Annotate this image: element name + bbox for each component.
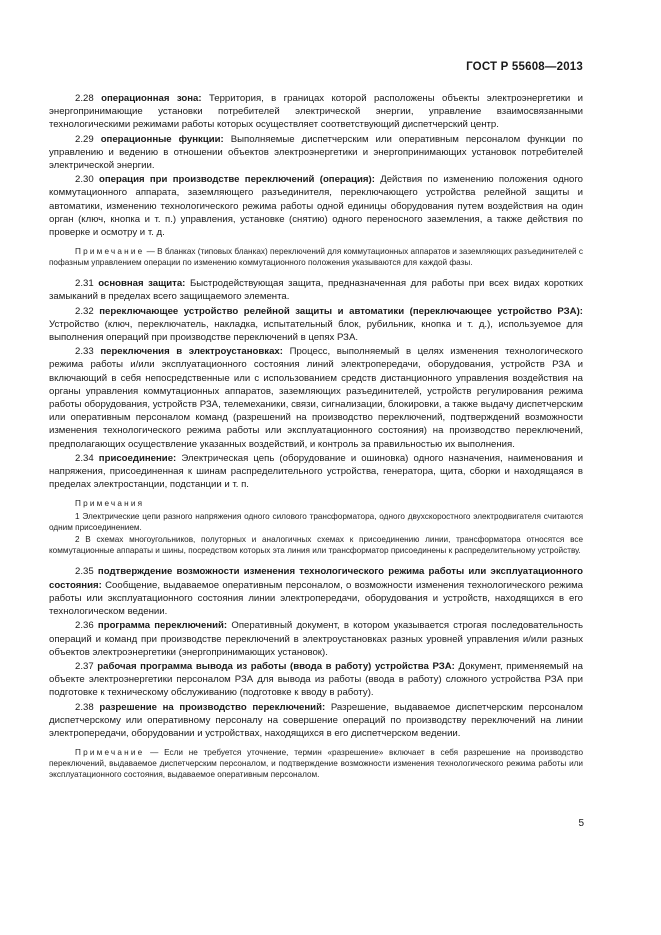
clause-text: Документ, применяемый на объекте электроэнергетики персоналом РЗА для вывода из работы (ввода в работу) сложного устройства РЗА при подготовке к техническому обслуживанию (подготовке к вводу в работу). xyxy=(49,660,583,699)
clause-2-31 xyxy=(49,277,583,303)
note-2-38 xyxy=(49,747,583,780)
clause-2-35 xyxy=(49,565,583,618)
clause-text: Устройство (ключ, переключатель, накладка, испытательный блок, рубильник, кнопка и т. д.), используемое для выполнения операций при производстве переключений в цепях РЗА. xyxy=(49,318,583,344)
clause-number: 2.32 xyxy=(75,305,94,317)
clause-number: 2.38 xyxy=(75,701,94,713)
note-text: — Если не требуется уточнение, термин «разрешение» включает в себя разрешение на производство переключений, выдаваемое диспетчерским персоналом, и подтверждение возможности изменения технологического режима работы или эксплуатационного состояния, выдаваемое оперативным персоналом. xyxy=(49,748,583,780)
clause-term: разрешение на производство переключений: xyxy=(99,701,326,713)
clause-term: присоединение: xyxy=(98,452,177,464)
clause-text: Разрешение, выдаваемое диспетчерским персоналом диспетчерскому или оперативному персоналу на совершение операций по производству переключений на линии электропередачи, оборудовании и устройствах, находящихся в его диспетчерском ведении. xyxy=(49,701,583,739)
clause-2-33 xyxy=(49,345,583,451)
clause-term: операционная зона: xyxy=(101,93,202,104)
clause-number: 2.31 xyxy=(75,278,94,290)
clause-text: Оперативный документ, в котором указывается строгая последовательность операций и команд при производстве переключений в электроустановках разных уровней управления и/или разных объектов электроэнергетики (энергопринимающих установок). xyxy=(49,620,583,658)
clause-term: операционные функции: xyxy=(100,133,224,145)
clause-term: рабочая программа вывода из работы (ввода в работу) устройства РЗА: xyxy=(97,660,455,672)
clause-2-28 xyxy=(49,92,583,132)
clause-text: Процесс, выполняемый в целях изменения технологического режима работы и/или эксплуатационного состояния линий электропередачи, оборудования, устройств РЗА и включающий в себя непосредственные или с использованием средств дистанционного управления воздействия на органы управления коммутационных аппаратов, заземляющих разъединителей, устройств регулирования режима работы оборудования, устройств РЗА, телемеханики, связи, сигнализации, блокировки, а также выдачу диспетчерским или оперативным персоналом команд (разрешений на производство переключений, подтверждений возможности изменения технологического режима работы или эксплуатационного состояния) на производство переключений, предполагающих осуществление указанных воздействий, и контроль за правильностью их выполнения. xyxy=(49,346,583,450)
note-label: Примечание xyxy=(75,748,145,758)
clause-2-29 xyxy=(49,133,583,173)
clause-number: 2.34 xyxy=(75,452,94,464)
clause-term: переключения в электроустановках: xyxy=(100,346,283,358)
note-item-1: 1 Электрические цепи разного напряжения одного силового трансформатора, одного двухскоростного электродвигателя считаются одним присоединением. xyxy=(49,512,583,533)
clause-number: 2.35 xyxy=(75,566,94,578)
clause-text: Быстродействующая защита, предназначенная для работы при всех видах коротких замыканий в пределах всего защищаемого элемента. xyxy=(49,278,583,303)
clause-number: 2.33 xyxy=(75,346,94,358)
clause-2-37 xyxy=(49,660,583,700)
note-text: — В бланках (типовых бланках) переключений для коммутационных аппаратов и заземляющих разъединителей с пофазным управлением операции по изменению коммутационного положения указываются для каждой фазы. xyxy=(49,247,583,268)
clause-term: подтверждение возможности изменения технологического режима работы или эксплуатационного состояния: xyxy=(49,566,583,591)
clause-2-30 xyxy=(49,173,583,239)
notes-label-text: Примечания xyxy=(75,499,145,509)
clause-term: программа переключений: xyxy=(97,620,228,632)
clause-number: 2.30 xyxy=(75,174,94,186)
notes-2-34 xyxy=(49,498,583,556)
clause-number: 2.37 xyxy=(75,660,94,672)
standard-header: ГОСТ Р 55608—2013 xyxy=(466,61,583,73)
clause-2-34 xyxy=(49,452,583,492)
clause-text: Действия по изменению положения одного коммутационного аппарата, заземляющего разъединителя, переключающего устройства релейной защиты и автоматики, изменению технологического режима работы одной единицы оборудования путем воздействия на один орган (ключ, кнопка и т. п.) управления, установке (снятию) одного переносного заземления, а также действия по проверке и осмотру и т. д. xyxy=(49,174,583,239)
clause-number: 2.28 xyxy=(75,93,94,104)
document-body xyxy=(49,92,583,789)
note-label: Примечание xyxy=(75,247,145,257)
clause-text: Электрическая цепь (оборудование и ошиновка) одного назначения, наименования и напряжения, присоединенная к шинам распределительного устройства, генератора, щита, сборки и находящаяся в пределах электростанции, подстанции и т. п. xyxy=(49,452,584,491)
clause-2-32 xyxy=(49,305,583,345)
clause-text: Территория, в границах которой расположены объекты электроэнергетики и энергопринимающие установки потребителей электрической энергии, управление взаимосвязанными технологическими режимами работы которых осуществляет соответствующий диспетчерский центр. xyxy=(49,93,584,131)
clause-number: 2.29 xyxy=(75,133,94,145)
clause-text: Выполняемые диспетчерским или оперативным персоналом функции по управлению и ведению в отношении объектов электроэнергетики и энергопринимающих установок потребителей электрической энергии. xyxy=(49,133,584,172)
clause-text: Сообщение, выдаваемое оперативным персоналом, о возможности изменения технологического режима работы или эксплуатационного состояния линии электропередачи, оборудования и устройств, находящихся в его технологическом ведении. xyxy=(49,579,583,618)
clause-term: переключающее устройство релейной защиты и автоматики (переключающее устройство РЗА): xyxy=(99,305,583,317)
note-2-30 xyxy=(49,246,583,268)
clause-number: 2.36 xyxy=(75,620,94,632)
notes-label xyxy=(49,498,583,509)
clause-2-38 xyxy=(49,701,583,741)
clause-2-36 xyxy=(49,619,583,659)
page-number: 5 xyxy=(578,818,584,829)
note-item-2: 2 В схемах многоугольников, полуторных и аналогичных схемах к присоединению линии, трансформатора относятся все коммутационные аппараты и шины, посредством которых эта линия или трансформатор присоединены к распределительному устройству. xyxy=(49,535,583,556)
clause-term: основная защита: xyxy=(98,278,186,290)
clause-term: операция при производстве переключений (операция): xyxy=(98,174,375,186)
